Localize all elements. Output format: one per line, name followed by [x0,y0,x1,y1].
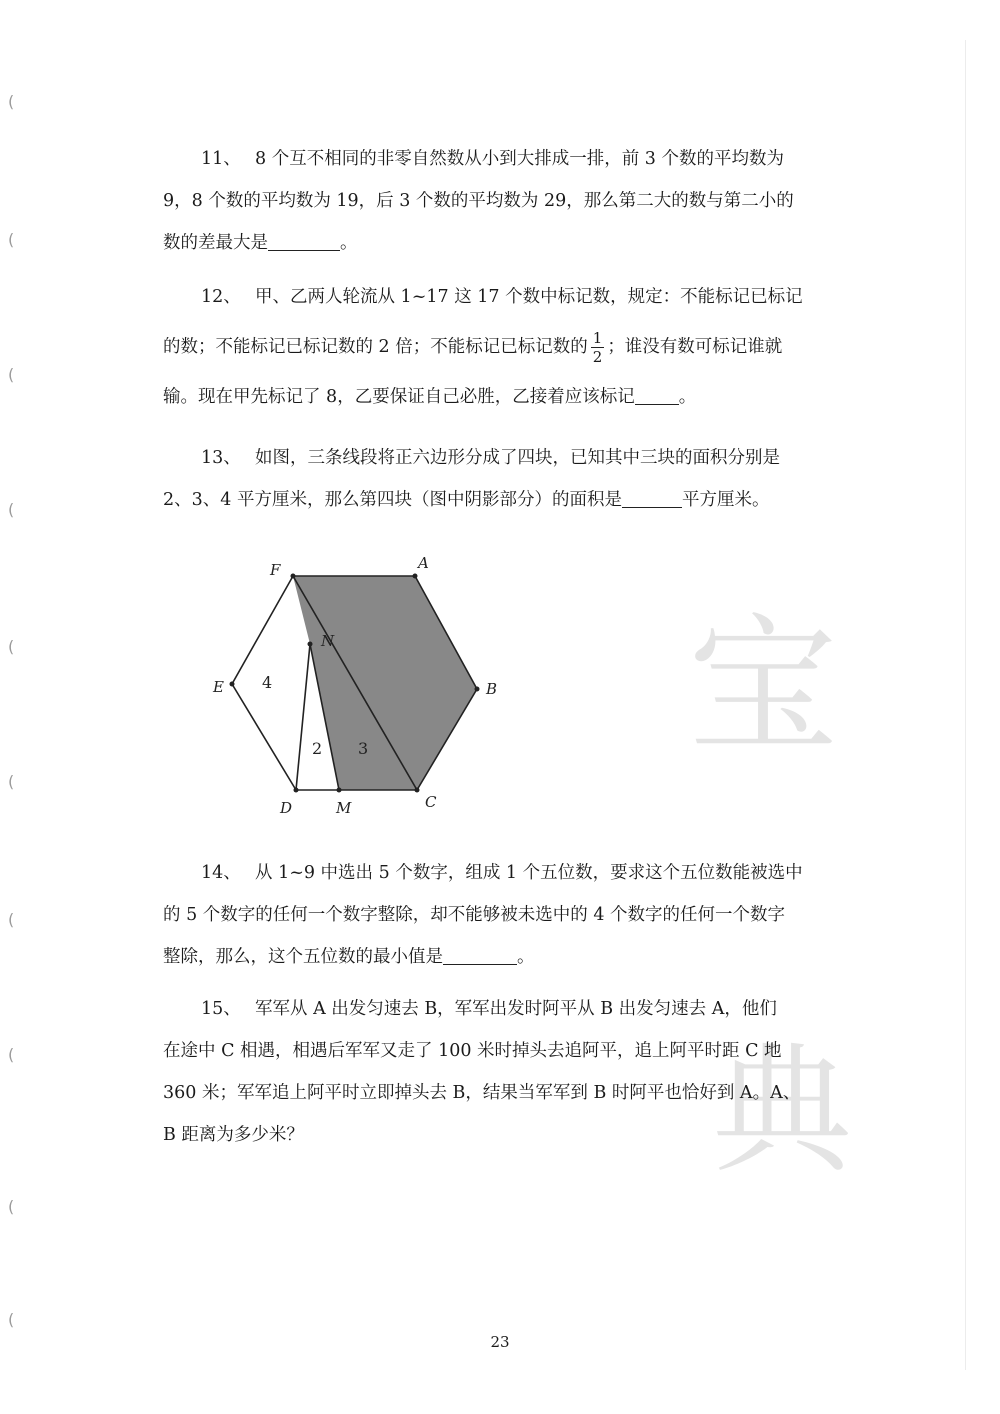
vertex-label-b: B [486,680,498,698]
vertex-label-a: A [418,554,429,572]
problem-text: 9，8 个数的平均数为 19，后 3 个数的平均数为 29，那么第二大的数与第二小的 [163,191,794,211]
answer-blank[interactable] [268,230,340,251]
problem-text: 8 个互不相同的非零自然数从小到大排成一排，前 3 个数的平均数为 [255,149,784,169]
hole-mark: ( [8,910,15,929]
hole-mark: ( [8,230,15,249]
problem-text: 甲、乙两人轮流从 1~17 这 17 个数中标记数，规定：不能标记已标记 [255,287,803,307]
vertex-dot [230,682,235,687]
problem-text: 。 [678,387,697,407]
answer-blank[interactable] [443,944,517,965]
problem-text: 输。现在甲先标记了 8，乙要保证自己必胜，乙接着应该标记 [163,387,635,407]
problem-text: 在途中 C 相遇，相遇后军军又走了 100 米时掉头去追阿平，追上阿平时距 C 地 [163,1041,782,1061]
hole-mark: ( [8,92,15,111]
hole-mark: ( [8,1197,15,1216]
problem-text: 360 米；军军追上阿平时立即掉头去 B，结果当军军到 B 时阿平也恰好到 A。A、 [163,1083,801,1103]
problem-15 [163,988,848,1156]
problem-number: 15、 [201,999,241,1019]
problem-number: 11、 [201,149,241,169]
problem-number: 13、 [201,448,241,468]
vertex-label-n: N [321,632,335,650]
hole-mark: ( [8,1045,15,1064]
watermark-char: 宝 [688,600,839,774]
vertex-dot [308,642,313,647]
hole-mark: ( [8,1310,15,1329]
page-edge-line [965,40,966,1370]
fraction-denominator: 2 [592,347,603,366]
hole-mark: ( [8,365,15,384]
problem-text: 如图，三条线段将正六边形分成了四块，已知其中三块的面积分别是 [255,448,780,468]
vertex-label-d: D [280,799,293,817]
vertex-dot [475,687,480,692]
problem-text: B 距离为多少米？ [163,1125,304,1145]
answer-blank[interactable] [622,487,682,508]
vertex-label-c: C [425,793,437,811]
vertex-dot [413,574,418,579]
problem-text: 整除，那么，这个五位数的最小值是 [163,947,443,967]
vertex-dot [294,788,299,793]
region-label-3: 3 [358,739,369,758]
vertex-dot [337,788,342,793]
fraction [591,328,605,366]
hole-mark: ( [8,772,15,791]
vertex-dot [291,574,296,579]
problem-text: 的 5 个数字的任何一个数字整除，却不能够被未选中的 4 个数字的任何一个数字 [163,905,786,925]
vertex-label-f: F [270,561,281,579]
problem-text: 的数；不能标记已标记数的 2 倍；不能标记已标记数的 [163,337,588,357]
problem-14 [163,852,848,978]
problem-text: 从 1~9 中选出 5 个数字，组成 1 个五位数，要求这个五位数能被选中 [255,863,803,883]
problem-text: 平方厘米。 [681,490,770,510]
region-label-4: 4 [262,673,273,692]
hexagon-figure [190,540,530,830]
watermark-char: 典 [712,1030,853,1193]
problem-text: 军军从 A 出发匀速去 B，军军出发时阿平从 B 出发匀速去 A，他们 [255,999,777,1019]
problem-text: 。 [517,947,535,967]
problem-text: 数的差最大是 [163,233,268,253]
problem-12 [163,276,848,418]
answer-blank[interactable] [635,384,679,405]
hole-mark: ( [8,637,15,656]
hole-mark: ( [8,500,15,519]
problem-11 [163,138,848,264]
region-label-2: 2 [312,739,323,758]
vertex-label-e: E [213,678,224,696]
fraction-numerator: 1 [592,328,603,347]
problem-number: 14、 [201,863,241,883]
problem-number: 12、 [201,287,241,307]
segment-nd [296,644,310,790]
page-number: 23 [490,1333,510,1351]
problem-text: ；谁没有数可标记谁就 [607,337,783,357]
binding-holes [8,0,28,1414]
vertex-label-m: M [336,799,352,817]
problem-text: 。 [340,233,358,253]
problem-text: 2、3、4 平方厘米，那么第四块（图中阴影部分）的面积是 [163,490,622,510]
vertex-dot [415,788,420,793]
problem-13 [163,437,848,521]
